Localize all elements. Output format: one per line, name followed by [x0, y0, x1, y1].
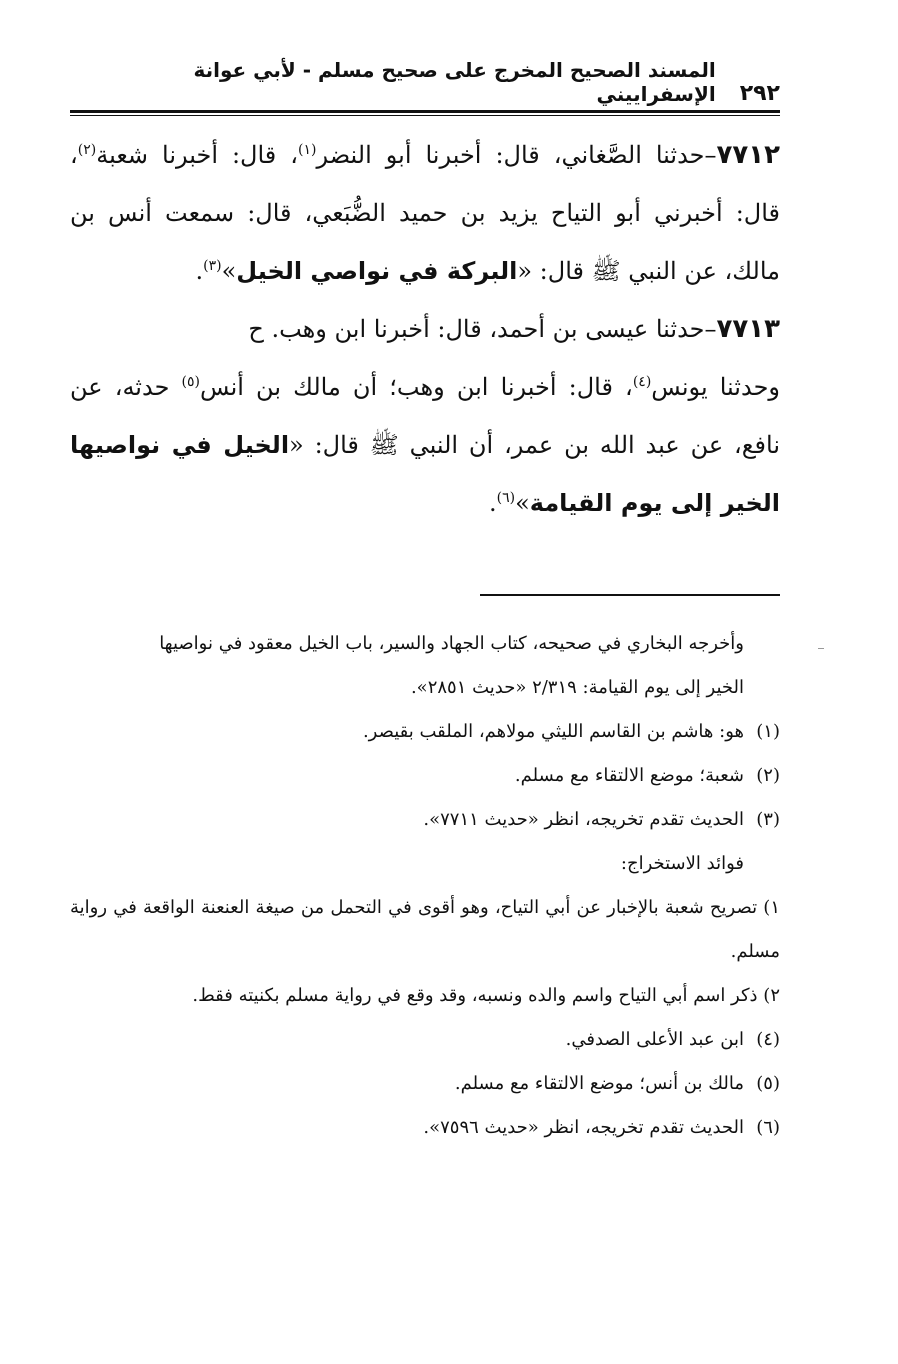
footnote-ref-4[interactable]: (٤)	[632, 374, 652, 390]
footnote-continuation	[70, 666, 780, 710]
footnote-number: (٥)	[756, 1073, 780, 1094]
footnotes	[70, 622, 780, 1150]
fawaid-item-2	[70, 974, 780, 1018]
footnote-ref-3[interactable]: (٣)	[203, 258, 222, 274]
footnote-text: فوائد الاستخراج:	[620, 853, 744, 874]
hadith-text: ، قال: أخبرني أبو التياح يزيد بن حميد الضُّبَعي، قال: سمعت أنس بن مالك، عن النبي ﷺ قال: «	[70, 141, 780, 285]
footnote-text: ٢) ذكر اسم أبي التياح واسم والده ونسبه، وقد وقع في رواية مسلم بكنيته فقط.	[192, 985, 780, 1006]
fawaid-item-1	[70, 886, 780, 974]
main-text	[70, 126, 780, 532]
footnote-6	[70, 1106, 780, 1150]
header-rule-thin	[70, 115, 780, 116]
scan-speck	[818, 648, 824, 649]
footnote-number: (٢)	[756, 765, 780, 786]
footnote-number: (٣)	[756, 809, 780, 830]
hadith-7713-cont	[70, 358, 780, 532]
header-rule-thick	[70, 110, 780, 113]
footnote-ref-5[interactable]: (٥)	[181, 374, 200, 390]
footnote-number: (٦)	[756, 1117, 780, 1138]
hadith-7713	[70, 300, 780, 358]
footnote-text: ١) تصريح شعبة بالإخبار عن أبي التياح، وهو أقوى في التحمل من صيغة العنعنة الواقعة في رواية مسلم.	[70, 897, 780, 962]
footnote-text: شعبة؛ موضع الالتقاء مع مسلم.	[514, 765, 744, 786]
prophetic-quote: الخيل في نواصيها الخير إلى يوم القيامة	[70, 431, 780, 517]
footnote-ref-6[interactable]: (٦)	[496, 490, 516, 506]
hadith-7712	[70, 126, 780, 300]
hadith-text: وحدثنا يونس	[651, 373, 780, 401]
hadith-text: »	[515, 489, 530, 517]
hadith-text: –حدثنا عيسى بن أحمد، قال: أخبرنا ابن وهب. ح	[248, 315, 717, 343]
footnote-1	[70, 710, 780, 754]
hadith-text: –حدثنا الصَّغاني، قال: أخبرنا أبو النضر	[316, 141, 717, 169]
footnote-2	[70, 754, 780, 798]
hadith-text: »	[221, 257, 237, 285]
running-header	[70, 58, 780, 106]
hadith-text: .	[488, 489, 497, 517]
footnote-separator	[480, 594, 780, 596]
footnote-3	[70, 798, 780, 842]
fawaid-title	[70, 842, 780, 886]
prophetic-quote: البركة في نواصي الخيل	[236, 257, 518, 285]
hadith-number: ٧٧١٢	[716, 140, 780, 170]
footnote-text: هو: هاشم بن القاسم الليثي مولاهم، الملقب بقيصر.	[362, 721, 744, 742]
hadith-number: ٧٧١٣	[716, 314, 780, 344]
footnote-text: الحديث تقدم تخريجه، انظر «حديث ٧٥٩٦».	[423, 1117, 744, 1138]
footnote-text: الخير إلى يوم القيامة: ٢/٣١٩ «حديث ٢٨٥١».	[410, 677, 744, 698]
hadith-text: ، قال: أخبرنا شعبة	[96, 141, 299, 169]
footnote-continuation	[70, 622, 780, 666]
footnote-5	[70, 1062, 780, 1106]
footnote-text: الحديث تقدم تخريجه، انظر «حديث ٧٧١١».	[423, 809, 744, 830]
footnote-text: مالك بن أنس؛ موضع الالتقاء مع مسلم.	[454, 1073, 744, 1094]
footnote-number: (١)	[756, 721, 780, 742]
book-page	[70, 58, 780, 1342]
footnote-text: ابن عبد الأعلى الصدفي.	[565, 1029, 744, 1050]
hadith-text: .	[195, 257, 204, 285]
page-number: ٢٩٢	[739, 81, 780, 106]
hadith-text: ، قال: أخبرنا ابن وهب؛ أن مالك بن أنس	[200, 373, 633, 401]
footnote-ref-1[interactable]: (١)	[298, 142, 317, 158]
footnote-4	[70, 1018, 780, 1062]
footnote-text: وأخرجه البخاري في صحيحه، كتاب الجهاد والسير، باب الخيل معقود في نواصيها	[159, 633, 744, 654]
footnote-number: (٤)	[756, 1029, 780, 1050]
book-title: المسند الصحيح المخرج على صحيح مسلم - لأبي عوانة الإسفراييني	[193, 58, 716, 106]
footnote-ref-2[interactable]: (٢)	[77, 142, 97, 158]
hadith-text: حدثه، عن نافع، عن عبد الله بن عمر، أن النبي ﷺ قال: «	[70, 373, 780, 459]
